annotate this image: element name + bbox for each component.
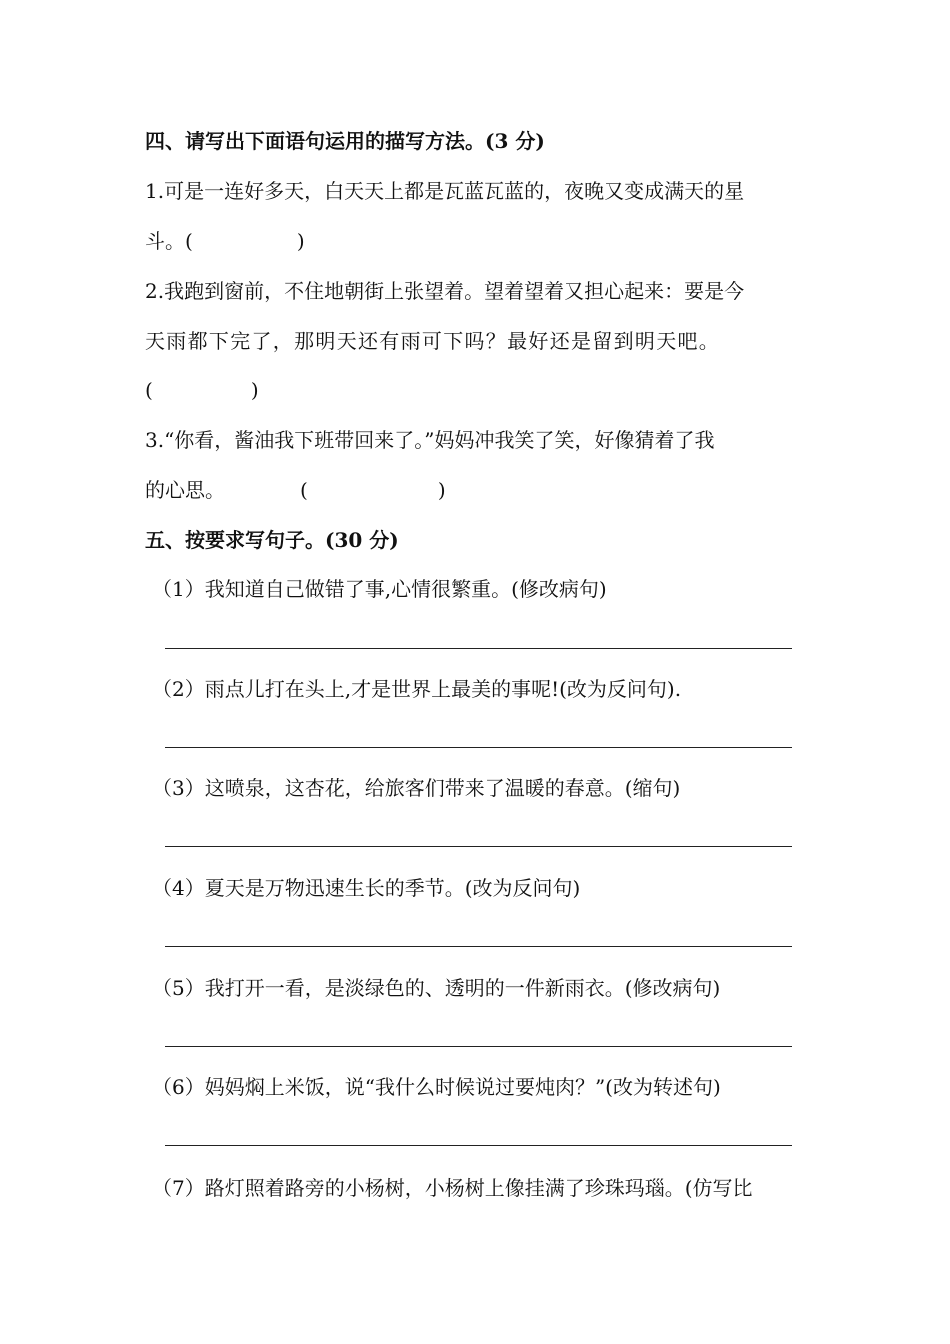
question-2-line-1: 2.我跑到窗前，不住地朝街上张望着。望着望着又担心起来：要是今 bbox=[145, 279, 745, 303]
question-1-line-2 bbox=[145, 228, 305, 254]
question-1-text-end: 斗。( bbox=[145, 229, 193, 253]
answer-blank-2-close: ) bbox=[250, 378, 259, 402]
answer-blank-1-close: ) bbox=[296, 229, 305, 253]
answer-line-4[interactable] bbox=[165, 946, 792, 947]
answer-blank-2-open: ( bbox=[145, 378, 153, 402]
answer-line-2[interactable] bbox=[165, 747, 792, 748]
answer-blank-3-close: ) bbox=[437, 478, 446, 502]
answer-line-5[interactable] bbox=[165, 1046, 792, 1047]
answer-line-6[interactable] bbox=[165, 1145, 792, 1146]
item-7: （7）路灯照着路旁的小杨树，小杨树上像挂满了珍珠玛瑙。(仿写比 bbox=[152, 1176, 753, 1200]
answer-line-1[interactable] bbox=[165, 648, 792, 649]
question-3-text-end: 的心思。 bbox=[145, 478, 225, 502]
item-4: （4）夏天是万物迅速生长的季节。(改为反问句) bbox=[152, 876, 581, 900]
section-4-heading: 四、请写出下面语句运用的描写方法。(3 分) bbox=[145, 129, 545, 153]
answer-blank-3-open: ( bbox=[300, 478, 308, 502]
item-3: （3）这喷泉，这杏花，给旅客们带来了温暖的春意。(缩句) bbox=[152, 776, 681, 800]
question-2-answer-line bbox=[145, 377, 259, 403]
answer-line-3[interactable] bbox=[165, 846, 792, 847]
question-1-line-1: 1.可是一连好多天，白天天上都是瓦蓝瓦蓝的，夜晚又变成满天的星 bbox=[145, 179, 745, 203]
section-5-heading: 五、按要求写句子。(30 分) bbox=[145, 528, 399, 552]
item-2: （2）雨点儿打在头上,才是世界上最美的事呢!(改为反问句). bbox=[152, 677, 682, 701]
question-3-line-1: 3.“你看，酱油我下班带回来了。”妈妈冲我笑了笑，好像猜着了我 bbox=[145, 428, 715, 452]
question-2-line-2: 天雨都下完了，那明天还有雨可下吗？最好还是留到明天吧。 bbox=[145, 329, 721, 353]
question-3-line-2 bbox=[145, 477, 446, 503]
item-6: （6）妈妈焖上米饭，说“我什么时候说过要炖肉？”(改为转述句) bbox=[152, 1075, 721, 1099]
item-1: （1）我知道自己做错了事,心情很繁重。(修改病句) bbox=[152, 577, 607, 601]
item-5: （5）我打开一看，是淡绿色的、透明的一件新雨衣。(修改病句) bbox=[152, 976, 721, 1000]
